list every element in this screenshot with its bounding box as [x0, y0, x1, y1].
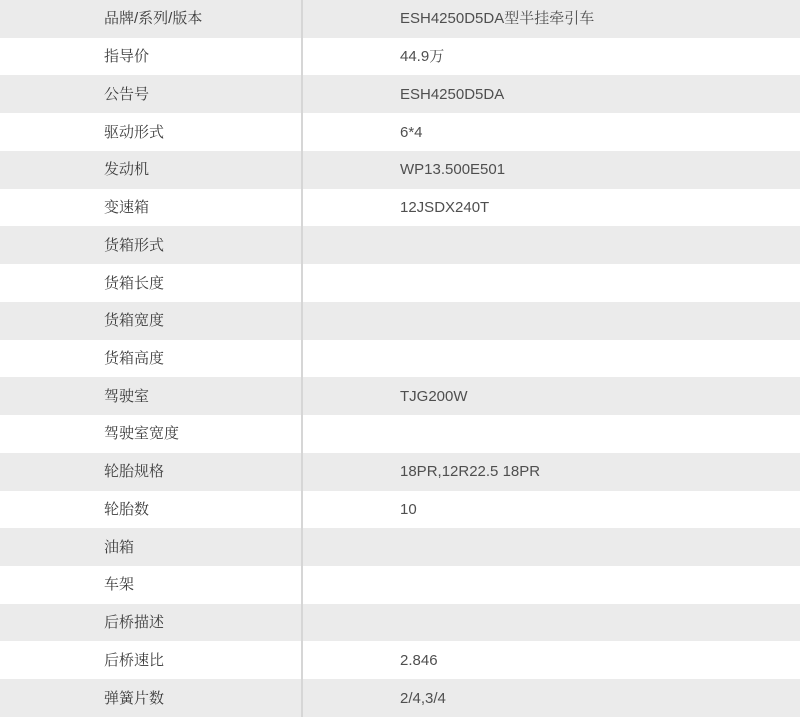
spec-label: 货箱长度: [104, 274, 165, 292]
spec-value: 6*4: [400, 123, 423, 141]
spec-label: 货箱宽度: [104, 312, 165, 330]
table-row: [0, 453, 800, 491]
spec-value: TJG200W: [400, 387, 468, 405]
spec-label: 变速箱: [104, 199, 150, 217]
spec-label: 驾驶室: [104, 387, 150, 405]
spec-value: 18PR,12R22.5 18PR: [400, 463, 541, 481]
spec-label: 公告号: [104, 85, 150, 103]
table-row: [0, 415, 800, 453]
table-row: [0, 151, 800, 189]
spec-value: 12JSDX240T: [400, 199, 490, 217]
table-row: [0, 491, 800, 529]
spec-value: WP13.500E501: [400, 161, 506, 179]
spec-label: 品牌/系列/版本: [104, 10, 203, 28]
table-row: [0, 226, 800, 264]
table-row: [0, 679, 800, 717]
spec-label: 发动机: [104, 161, 150, 179]
spec-label: 弹簧片数: [104, 689, 165, 707]
table-row: [0, 604, 800, 642]
spec-value: 2/4,3/4: [400, 689, 446, 707]
spec-label: 后桥描述: [104, 614, 165, 632]
spec-label: 轮胎数: [104, 500, 150, 518]
table-row: [0, 566, 800, 604]
table-row: [0, 302, 800, 340]
spec-label: 指导价: [104, 48, 150, 66]
table-row: [0, 75, 800, 113]
spec-label: 车架: [104, 576, 135, 594]
spec-value: 2.846: [400, 651, 438, 669]
spec-label: 轮胎规格: [104, 463, 165, 481]
table-row: [0, 113, 800, 151]
spec-value: ESH4250D5DA: [400, 85, 505, 103]
spec-label: 货箱高度: [104, 349, 165, 367]
table-row: [0, 38, 800, 76]
table-row: [0, 0, 800, 38]
spec-label: 驱动形式: [104, 123, 165, 141]
table-row: [0, 528, 800, 566]
table-row: [0, 377, 800, 415]
spec-label: 货箱形式: [104, 236, 165, 254]
table-row: [0, 264, 800, 302]
spec-value: 10: [400, 500, 417, 518]
column-divider: [301, 0, 303, 717]
spec-value: 44.9万: [400, 48, 445, 66]
spec-value: ESH4250D5DA型半挂牵引车: [400, 10, 595, 28]
table-row: [0, 340, 800, 378]
spec-label: 油箱: [104, 538, 135, 556]
spec-label: 后桥速比: [104, 651, 165, 669]
spec-label: 驾驶室宽度: [104, 425, 180, 443]
table-row: [0, 189, 800, 227]
table-row: [0, 641, 800, 679]
